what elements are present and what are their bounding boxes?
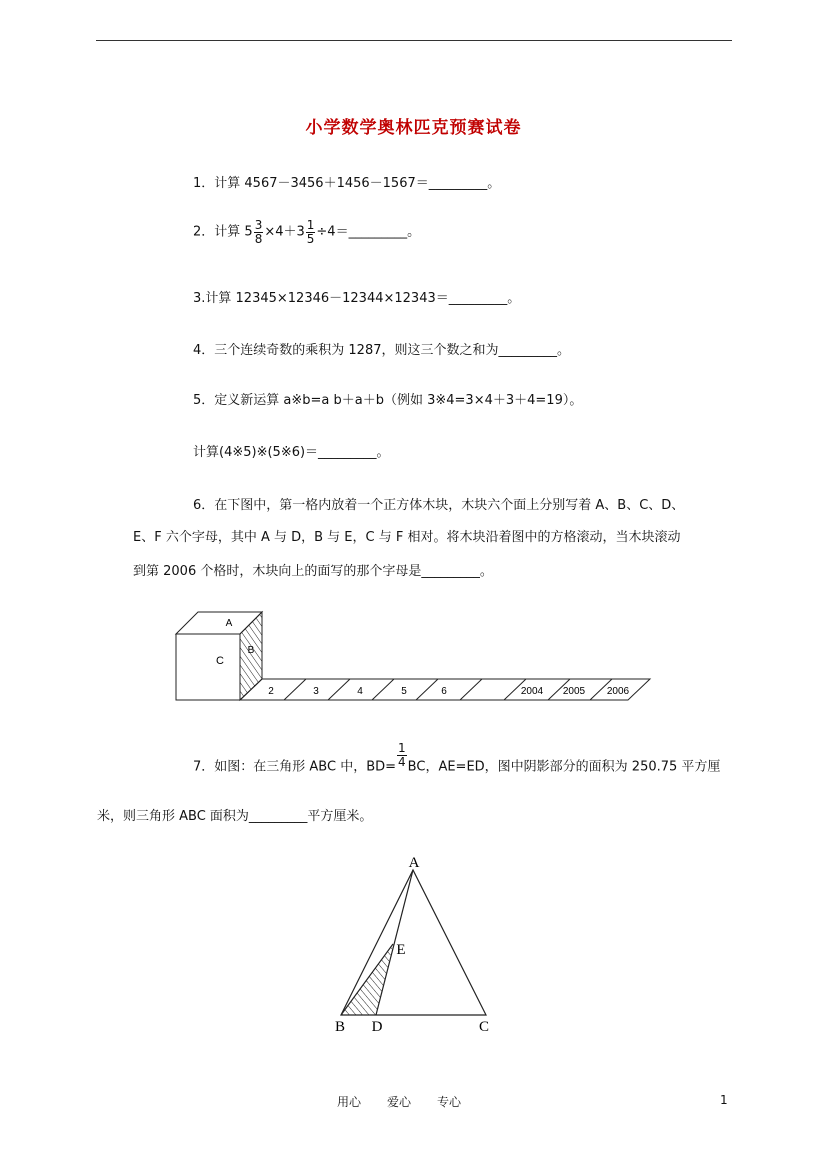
- cube-label-side: B: [247, 645, 255, 656]
- fraction-numerator: 3: [254, 218, 263, 232]
- cell-label: 4: [357, 686, 363, 697]
- question-5-part-2: 计算(4※5)※(5※6)＝_________。: [193, 445, 390, 460]
- point-label-e: E: [396, 942, 406, 958]
- page-number: 1: [720, 1093, 728, 1107]
- question-2-prefix: 2．计算 5: [193, 224, 253, 240]
- question-7-prefix: 7．如图：在三角形 ABC 中，BD=: [193, 759, 397, 775]
- question-3: 3.计算 12345×12346－12344×12343＝_________。: [193, 291, 521, 306]
- question-2-mid: ×4＋3: [264, 224, 305, 240]
- segment-ad: [376, 870, 413, 1015]
- page-title: 小学数学奥林匹克预赛试卷: [305, 118, 522, 138]
- vertex-label-c: C: [478, 1019, 490, 1035]
- vertex-label-a: A: [408, 855, 420, 871]
- cell-label: 2006: [606, 686, 630, 697]
- question-6-line-2: E、F 六个字母，其中 A 与 D，B 与 E，C 与 F 相对。将木块沿着图中的方格滚动，当木块滚动: [133, 530, 681, 545]
- footer-word: 爱心: [387, 1095, 412, 1109]
- fraction-numerator: 1: [398, 741, 406, 755]
- cube-label-front: C: [216, 655, 224, 667]
- cell-label: 6: [441, 686, 447, 697]
- fraction-numerator: 1: [306, 218, 315, 232]
- question-7-suffix: BC，AE=ED，图中阴影部分的面积为 250.75 平方厘: [407, 759, 721, 775]
- fraction-denominator: 8: [254, 231, 263, 246]
- cell-label: 3: [313, 686, 319, 697]
- fraction-denominator: 4: [398, 754, 406, 769]
- cube-label-top: A: [225, 618, 233, 629]
- cell-label: 2: [268, 686, 274, 697]
- question-5: 5．定义新运算 a※b=a b＋a＋b（例如 3※4=3×4＋3＋4=19）。: [193, 393, 583, 408]
- fraction-denominator: 5: [306, 231, 315, 246]
- cell-label: 2005: [562, 686, 586, 697]
- cell-label: 5: [401, 686, 407, 697]
- question-2-suffix: ÷4＝_________。: [316, 224, 421, 240]
- question-6-line-3: 到第 2006 个格时，木块向上的面写的那个字母是_________。: [133, 564, 493, 579]
- point-label-d: D: [371, 1019, 383, 1035]
- vertex-label-b: B: [334, 1019, 346, 1035]
- footer-word: 专心: [437, 1095, 462, 1109]
- cell-label: 2004: [520, 686, 544, 697]
- question-7-line-2: 米，则三角形 ABC 面积为_________平方厘米。: [97, 809, 373, 824]
- question-6-line-1: 6．在下图中，第一格内放着一个正方体木块，木块六个面上分别写着 A、B、C、D、: [193, 498, 685, 513]
- footer-word: 用心: [337, 1095, 362, 1109]
- question-4: 4．三个连续奇数的乘积为 1287，则这三个数之和为_________。: [193, 343, 570, 358]
- question-1: 1．计算 4567－3456＋1456－1567＝_________。: [193, 176, 501, 191]
